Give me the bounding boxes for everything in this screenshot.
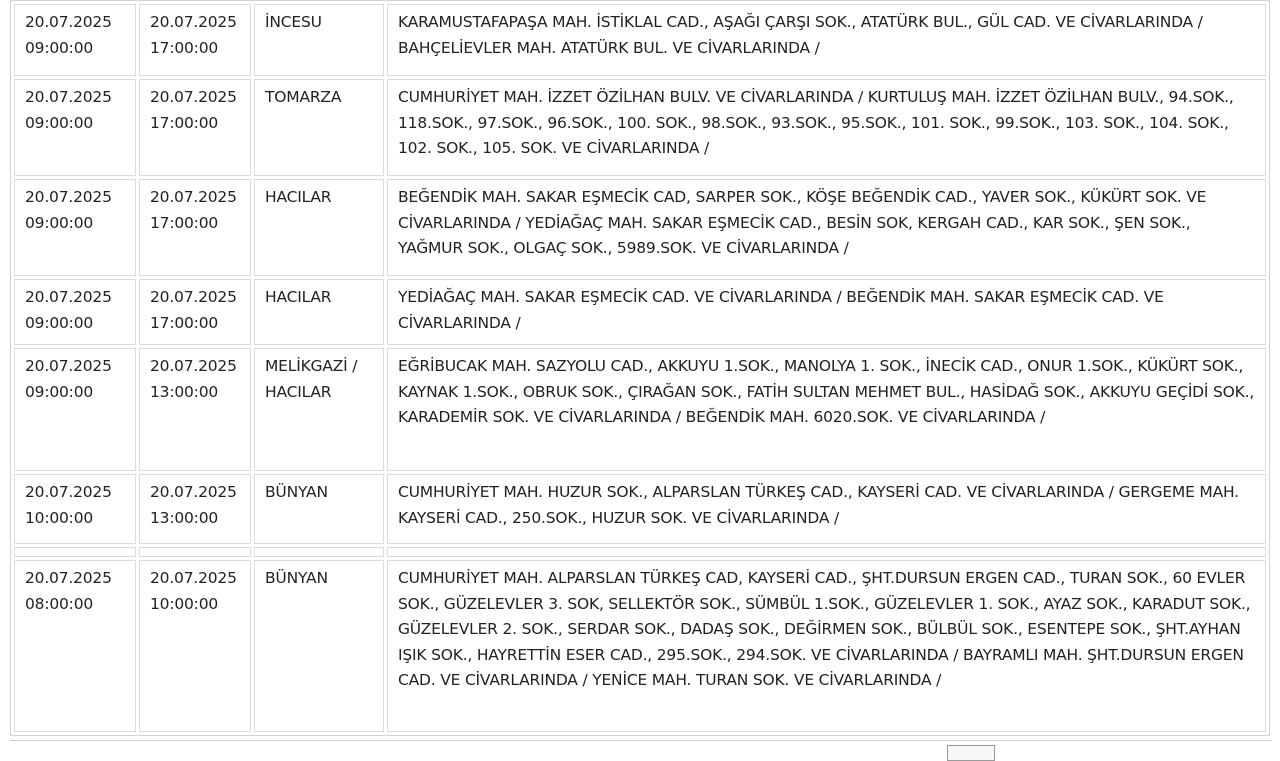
table-row [14, 4, 1266, 76]
district-cell: İNCESU [254, 4, 384, 76]
streets-cell: KARAMUSTAFAPAŞA MAH. İSTİKLAL CAD., AŞAĞI ÇARŞI SOK., ATATÜRK BUL., GÜL CAD. VE CİVARLARINDA / BAHÇELİEVLER MAH. ATATÜRK BUL. VE CİVARLARINDA / [387, 4, 1266, 76]
district-cell: TOMARZA [254, 79, 384, 176]
streets-cell: BEĞENDİK MAH. SAKAR EŞMECİK CAD, SARPER SOK., KÖŞE BEĞENDİK CAD., YAVER SOK., KÜKÜRT SOK. VE CİVARLARINDA / YEDİAĞAÇ MAH. SAKAR EŞMECİK CAD., BESİN SOK, KERGAH CAD., KAR SOK., ŞEN SOK., YAĞMUR SOK., OLGAÇ SOK., 5989.SOK. VE CİVARLARINDA / [387, 179, 1266, 276]
start-time-cell: 20.07.2025 09:00:00 [14, 179, 136, 276]
district-cell: HACILAR [254, 279, 384, 345]
end-time-cell: 20.07.2025 17:00:00 [139, 179, 251, 276]
table-row [14, 560, 1266, 732]
power-outage-table [10, 0, 1270, 736]
district-cell: MELİKGAZİ / HACILAR [254, 348, 384, 471]
pagination-control[interactable] [947, 745, 995, 761]
end-time-cell: 20.07.2025 17:00:00 [139, 279, 251, 345]
start-time-cell: 20.07.2025 08:00:00 [14, 560, 136, 732]
spacer-cell [254, 547, 384, 557]
table-row [14, 79, 1266, 176]
streets-cell: CUMHURİYET MAH. HUZUR SOK., ALPARSLAN TÜRKEŞ CAD., KAYSERİ CAD. VE CİVARLARINDA / GERGEME MAH. KAYSERİ CAD., 250.SOK., HUZUR SOK. VE CİVARLARINDA / [387, 474, 1266, 544]
table-spacer-row [14, 547, 1266, 557]
end-time-cell: 20.07.2025 17:00:00 [139, 79, 251, 176]
end-time-cell: 20.07.2025 17:00:00 [139, 4, 251, 76]
spacer-cell [14, 547, 136, 557]
start-time-cell: 20.07.2025 10:00:00 [14, 474, 136, 544]
spacer-cell [139, 547, 251, 557]
end-time-cell: 20.07.2025 13:00:00 [139, 348, 251, 471]
streets-cell: YEDİAĞAÇ MAH. SAKAR EŞMECİK CAD. VE CİVARLARINDA / BEĞENDİK MAH. SAKAR EŞMECİK CAD. VE CİVARLARINDA / [387, 279, 1266, 345]
streets-cell: CUMHURİYET MAH. ALPARSLAN TÜRKEŞ CAD, KAYSERİ CAD., ŞHT.DURSUN ERGEN CAD., TURAN SOK., 60 EVLER SOK., GÜZELEVLER 3. SOK, SELLEKTÖR SOK., SÜMBÜL 1.SOK., GÜZELEVLER 1. SOK., AYAZ SOK., KARADUT SOK., GÜZELEVLER 2. SOK., SERDAR SOK., DADAŞ SOK., DEĞİRMEN SOK., BÜLBÜL SOK., ESENTEPE SOK., ŞHT.AYHAN IŞIK SOK., HAYRETTİN ESER CAD., 295.SOK., 294.SOK. VE CİVARLARINDA / BAYRAMLI MAH. ŞHT.DURSUN ERGEN CAD. VE CİVARLARINDA / YENİCE MAH. TURAN SOK. VE CİVARLARINDA / [387, 560, 1266, 732]
district-cell: BÜNYAN [254, 474, 384, 544]
start-time-cell: 20.07.2025 09:00:00 [14, 79, 136, 176]
table-row [14, 179, 1266, 276]
spacer-cell [387, 547, 1266, 557]
district-cell: HACILAR [254, 179, 384, 276]
start-time-cell: 20.07.2025 09:00:00 [14, 4, 136, 76]
table-bottom-divider [10, 740, 1272, 741]
start-time-cell: 20.07.2025 09:00:00 [14, 348, 136, 471]
start-time-cell: 20.07.2025 09:00:00 [14, 279, 136, 345]
end-time-cell: 20.07.2025 13:00:00 [139, 474, 251, 544]
streets-cell: EĞRİBUCAK MAH. SAZYOLU CAD., AKKUYU 1.SOK., MANOLYA 1. SOK., İNECİK CAD., ONUR 1.SOK., KÜKÜRT SOK., KAYNAK 1.SOK., OBRUK SOK., ÇIRAĞAN SOK., FATİH SULTAN MEHMET BUL., HASİDAĞ SOK., AKKUYU GEÇİDİ SOK., KARADEMİR SOK. VE CİVARLARINDA / BEĞENDİK MAH. 6020.SOK. VE CİVARLARINDA / [387, 348, 1266, 471]
district-cell: BÜNYAN [254, 560, 384, 732]
table-row [14, 474, 1266, 544]
table-row [14, 279, 1266, 345]
streets-cell: CUMHURİYET MAH. İZZET ÖZİLHAN BULV. VE CİVARLARINDA / KURTULUŞ MAH. İZZET ÖZİLHAN BULV., 94.SOK., 118.SOK., 97.SOK., 96.SOK., 100. SOK., 98.SOK., 93.SOK., 95.SOK., 101. SOK., 99.SOK., 103. SOK., 104. SOK., 102. SOK., 105. SOK. VE CİVARLARINDA / [387, 79, 1266, 176]
end-time-cell: 20.07.2025 10:00:00 [139, 560, 251, 732]
table-row [14, 348, 1266, 471]
